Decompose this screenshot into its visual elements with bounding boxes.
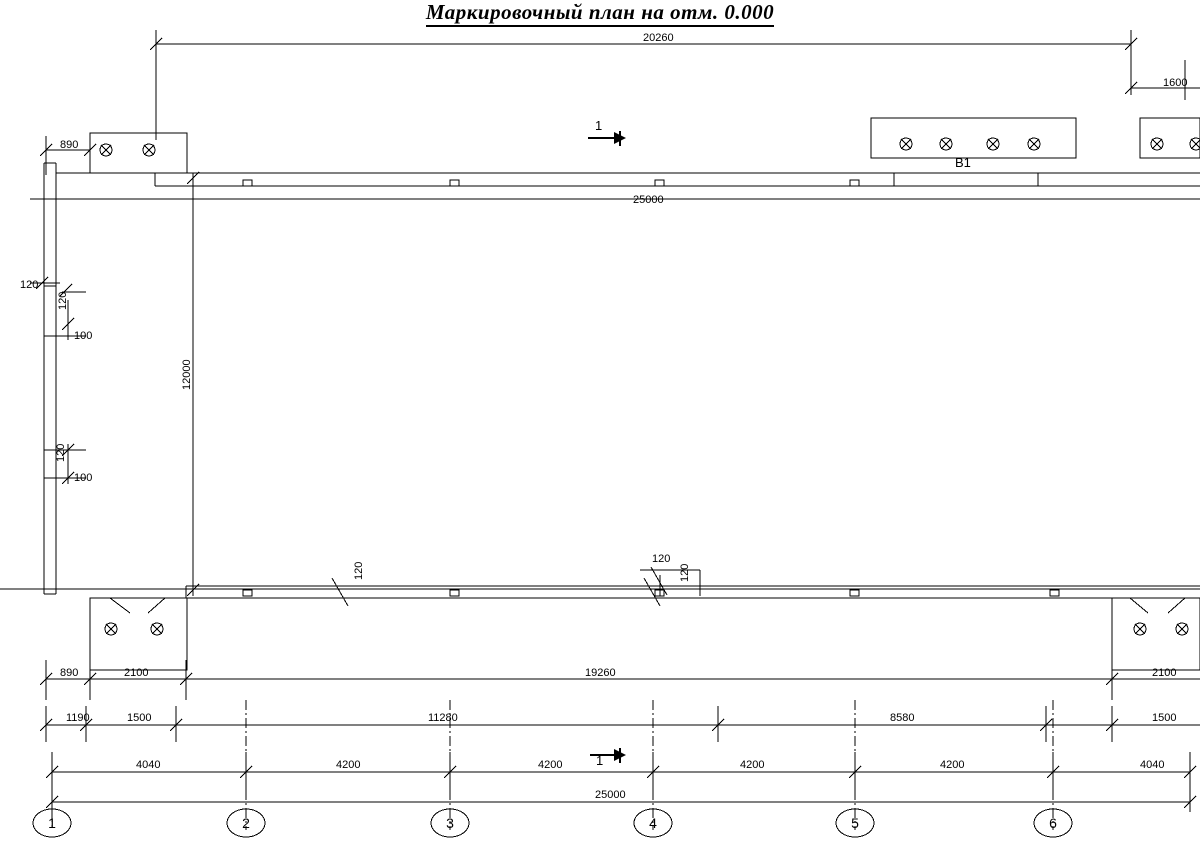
dim-chain2-0: 4040 [136,759,161,771]
dim-chain2-4: 4200 [940,759,965,771]
dim-chain1-2: 11280 [428,712,458,724]
axis-bubble-5: 5 [851,815,859,831]
axis-bubble-6: 6 [1049,815,1057,831]
dim-left-890-top: 890 [60,139,79,151]
dim-top-overall: 20260 [643,32,674,44]
section-mark-bottom: 1 [596,753,604,768]
dim-chain2-2: 4200 [538,759,563,771]
dim-bottom-2100-left: 2100 [124,667,149,679]
section-mark-top: 1 [595,118,603,133]
dim-chain2-1: 4200 [336,759,361,771]
dim-chain1-1: 1500 [127,712,152,724]
dim-top-right-offset: 1600 [1163,77,1188,89]
dim-vertical-span: 12000 [181,359,193,390]
axis-bubble-3: 3 [446,815,454,831]
dim-left-100-lower: 100 [74,472,93,484]
dim-upper-chain: 25000 [633,194,664,206]
dim-bottom-120-left-vert: 120 [353,561,365,580]
dim-bottom-890: 890 [60,667,79,679]
dim-chain3-total: 25000 [595,789,626,801]
dim-chain1-4: 1500 [1152,712,1177,724]
dim-left-120-lower-vert: 120 [55,443,67,462]
axis-bubble-1: 1 [48,815,56,831]
dim-left-100-upper: 100 [74,330,93,342]
axis-bubble-2: 2 [242,815,250,831]
element-label-b1: В1 [955,155,971,170]
page-title-text: Маркировочный план на отм. 0.000 [426,0,774,27]
dim-left-120: 120 [20,279,39,291]
axis-bubble-4: 4 [649,815,657,831]
dim-chain1-0: 1190 [66,712,90,724]
dim-chain2-3: 4200 [740,759,765,771]
dim-left-120-upper-vert: 120 [57,291,69,310]
dim-chain1-3: 8580 [890,712,915,724]
dim-chain2-5: 4040 [1140,759,1165,771]
dim-bottom-120-mid-vert: 120 [679,563,691,582]
dim-bottom-120-mid: 120 [652,553,671,565]
dim-bottom-19260: 19260 [585,667,616,679]
dim-bottom-2100-right: 2100 [1152,667,1177,679]
